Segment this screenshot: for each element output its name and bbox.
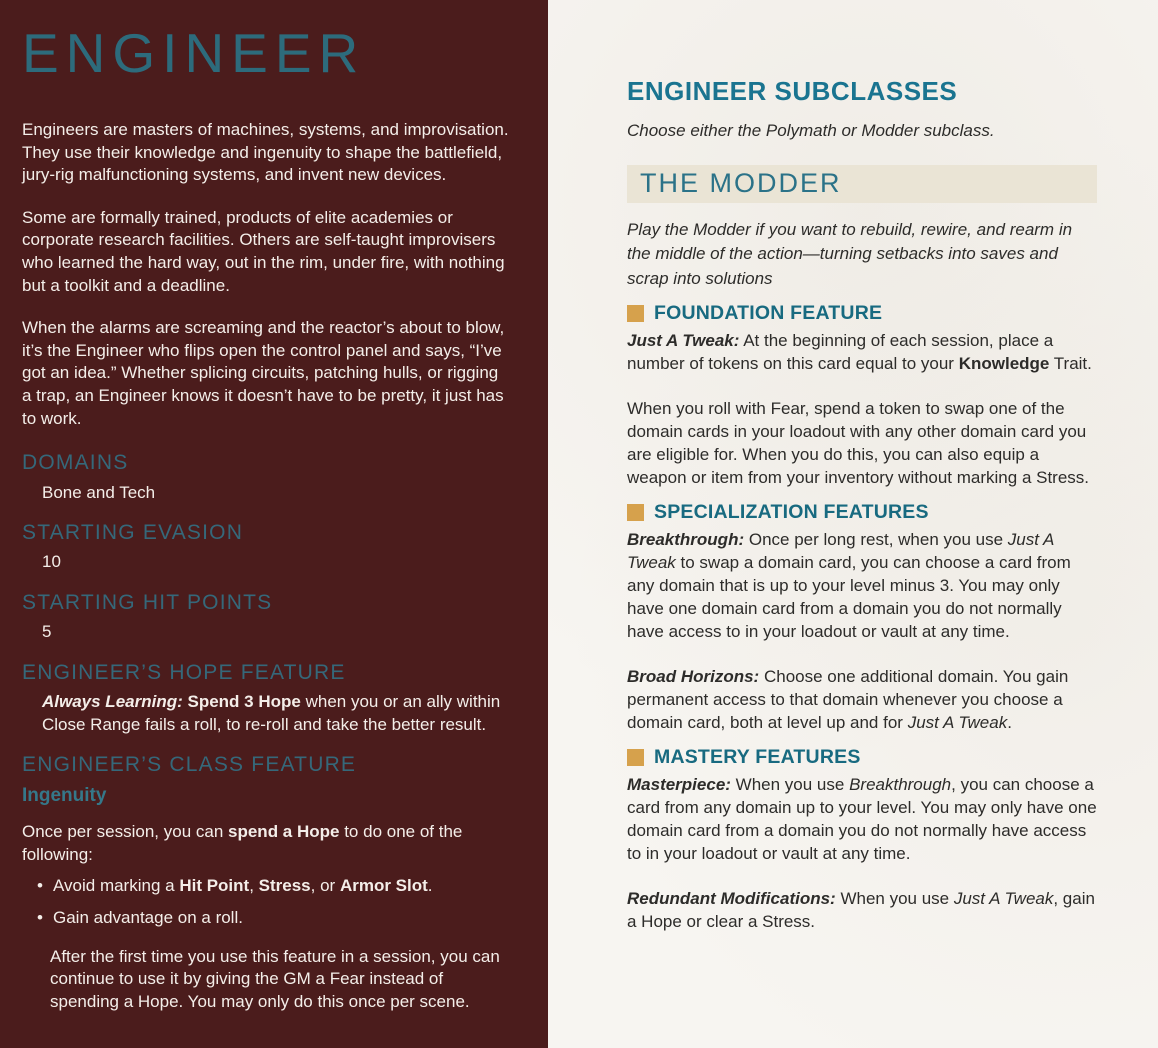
gold-square-icon — [627, 749, 644, 766]
stat-heading-starting-evasion: STARTING EVASION — [22, 521, 244, 545]
hope-feature-heading: ENGINEER’S HOPE FEATURE — [22, 660, 346, 684]
subclasses-content — [627, 78, 1097, 934]
stat-heading-domains: DOMAINS — [22, 451, 129, 475]
feature-paragraph: Redundant Modifications: When you use Just A Tweak, gain a Hope or clear a Stress. — [627, 889, 1095, 932]
section-heading-row — [627, 745, 1097, 768]
section-heading: MASTERY FEATURES — [654, 745, 861, 768]
feature-paragraph: Masterpiece: When you use Breakthrough, you can choose a card from any domain up to your level. You may only have one domain card from a domain you do not normally have access to in your loadout or vault at any time. — [627, 775, 1097, 864]
class-intro-paragraph: When the alarms are screaming and the reactor’s about to blow, it’s the Engineer who flips open the control panel and says, “I’ve got an idea.” Whether splicing circuits, patching hulls, or rigging a trap, an Engineer knows it doesn’t have to be pretty, it just has to work. — [22, 318, 505, 428]
class-overview-panel — [0, 0, 548, 1048]
class-intro-paragraph: Some are formally trained, products of elite academies or corporate research facilities. Others are self-taught improvisers who learned the hard way, out in the rim, under fire, with nothing but a toolkit and a deadline. — [22, 207, 505, 295]
list-item-text: Avoid marking a Hit Point, Stress, or Armor Slot. — [53, 875, 433, 895]
subclass-title: THE MODDER — [640, 168, 842, 199]
stat-value-starting-evasion: 10 — [42, 552, 61, 572]
section-heading: FOUNDATION FEATURE — [654, 301, 883, 324]
feature-paragraph: Broad Horizons: Choose one additional domain. You gain permanent access to that domain whenever you choose a domain card, both at level up and for Just A Tweak. — [627, 667, 1069, 733]
subclass-title-bar — [627, 165, 1097, 203]
section-heading-row — [627, 301, 1097, 324]
feature-paragraph: Just A Tweak: At the beginning of each session, place a number of tokens on this card equal to your Knowledge Trait. — [627, 331, 1092, 374]
stat-heading-starting-hit-points: STARTING HIT POINTS — [22, 591, 273, 615]
list-item — [22, 875, 512, 898]
subclasses-heading: ENGINEER SUBCLASSES — [627, 76, 958, 106]
specialization-features-section — [627, 500, 1097, 735]
feature-paragraph: When you roll with Fear, spend a token to swap one of the domain cards in your loadout with any other domain card you are eligible for. When you do this, you can also equip a weapon or item from your inventory without marking a Stress. — [627, 399, 1090, 488]
subclasses-subtitle: Choose either the Polymath or Modder subclass. — [627, 121, 995, 140]
section-heading-row — [627, 500, 1097, 523]
section-heading: SPECIALIZATION FEATURES — [654, 500, 929, 523]
bullet-icon: • — [37, 908, 43, 928]
class-feature-intro: Once per session, you can spend a Hope to do one of the following: — [22, 822, 463, 864]
class-feature-options — [22, 875, 512, 930]
stat-value-starting-hit-points: 5 — [42, 622, 52, 642]
gold-square-icon — [627, 305, 644, 322]
hope-feature-text: Always Learning: Spend 3 Hope when you or an ally within Close Range fails a roll, to re-roll and take the better result. — [42, 692, 501, 734]
class-feature-note: After the first time you use this feature in a session, you can continue to use it by giving the GM a Fear instead of spending a Hope. You may only do this once per scene. — [50, 946, 500, 1012]
subclasses-panel — [548, 0, 1158, 1048]
gold-square-icon — [627, 504, 644, 521]
mastery-features-section — [627, 745, 1097, 934]
bullet-icon: • — [37, 875, 43, 895]
list-item-text: Gain advantage on a roll. — [53, 908, 243, 928]
foundation-feature-section — [627, 301, 1097, 490]
feature-paragraph: Breakthrough: Once per long rest, when you use Just A Tweak to swap a domain card, you can choose a card from any domain that is up to your level minus 3. You may only have one domain card from a domain you do not normally have access to in your loadout or vault at any time. — [627, 530, 1071, 642]
subclass-tagline: Play the Modder if you want to rebuild, rewire, and rearm in the middle of the action—turning setbacks into saves and scrap into solutions — [627, 219, 1073, 288]
class-feature-name: Ingenuity — [22, 784, 107, 806]
list-item — [22, 907, 512, 930]
class-feature-heading: ENGINEER’S CLASS FEATURE — [22, 753, 357, 777]
class-title: ENGINEER — [22, 22, 366, 84]
class-intro-paragraph: Engineers are masters of machines, systems, and improvisation. They use their knowledge and ingenuity to shape the battlefield, jury-rig malfunctioning systems, and invent new devices. — [22, 120, 509, 185]
stat-value-domains: Bone and Tech — [42, 482, 156, 502]
